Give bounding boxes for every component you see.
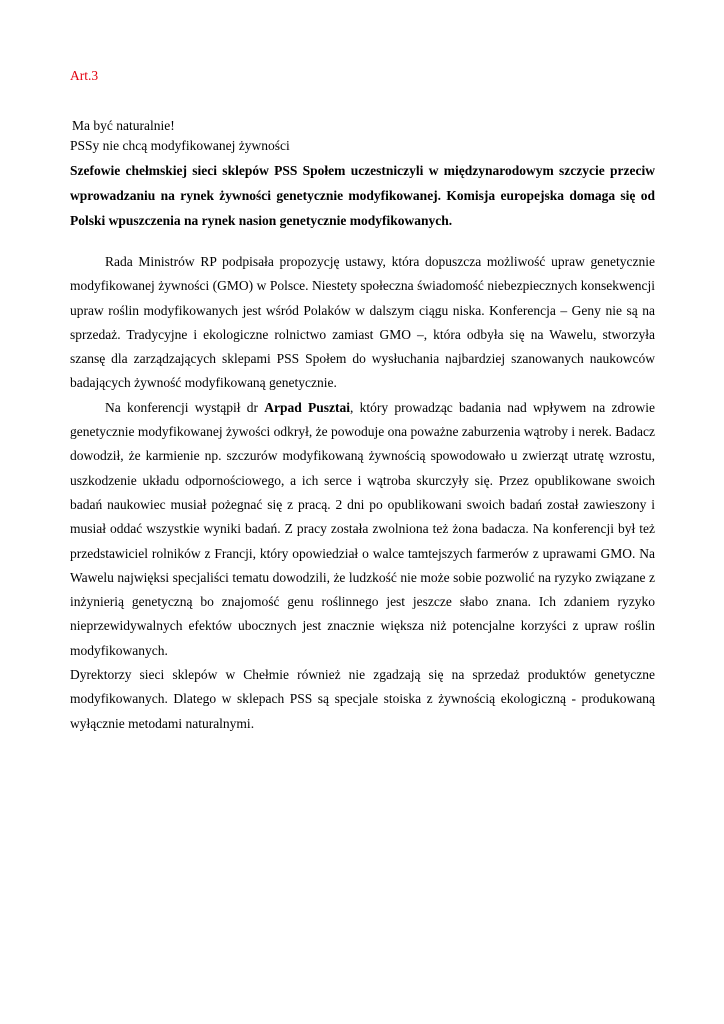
article-subtitle: PSSy nie chcą modyfikowanej żywności — [70, 138, 290, 153]
article-kicker: Ma być naturalnie! — [72, 118, 175, 133]
paragraph-1: Rada Ministrów RP podpisała propozycję ustawy, która dopuszcza możliwość upraw genetycznie modyfikowanej żywności (GMO) w Polsce. Niestety społeczna świadomość niebezpiecznych konsekwencji upraw roślin modyfikowanych jest wśród Polaków w dalszym ciągu niska. Konferencja – Geny nie są na sprzedaż. Tradycyjne i ekologiczne rolnictwo zamiast GMO –, która odbyła się na Wawelu, stworzyła szansę dla zarządzających sklepami PSS Społem do wysłuchania najbardziej szanowanych naukowców badających żywność modyfikowaną genetycznie. — [70, 254, 655, 391]
paragraph-2-intro: Na konferencji wystąpił dr — [105, 399, 265, 415]
article-body — [70, 250, 655, 736]
scientist-name: Arpad Pusztai — [264, 399, 350, 415]
paragraph-2-text: , który prowadząc badania nad wpływem na zdrowie genetycznie modyfikowanej żywości odkrył, że powoduje ona poważne zaburzenia wątroby i nerek. Badacz dowodził, że karmienie np. szczurów modyfikowaną żywnością spowodowało u zwierząt utratę wzrostu, uszkodzenie układu odpornościowego, a ich serce i wątroba skurczyły się. Przez opublikowane swoich badań naukowiec musiał pożegnać się z pracą. 2 dni po opublikowani swoich badań został zawieszony i musiał oddać wszystkie wyniki badań. Z pracy została zwolniona też żona badacza. Na konferencji był też przedstawiciel rolników z Francji, który opowiedział o walce tamtejszych farmerów z uprawami GMO. Na Wawelu najwięksi specjaliści tematu dowodzili, że ludzkość nie może sobie pozwolić na ryzyko związane z inżynierią genetyczną bo znajomość genu roślinnego jest jeszcze słabo znana. Ich zdaniem ryzyko nieprzewidywalnych efektów ubocznych jest znacznie większa niż potencjalne korzyści z upraw roślin modyfikowanych. — [70, 399, 655, 658]
paragraph-3: Dyrektorzy sieci sklepów w Chełmie również nie zgadzają się na sprzedaż produktów genetyczne modyfikowanych. Dlatego w sklepach PSS są specjale stoiska z żywnością ekologiczną - produkowaną wyłącznie metodami naturalnymi. — [70, 667, 655, 731]
article-lead: Szefowie chełmskiej sieci sklepów PSS Społem uczestniczyli w międzynarodowym szczycie przeciw wprowadzaniu na rynek żywności genetycznie modyfikowanej. Komisja europejska domaga się od Polski wpuszczenia na rynek nasion genetycznie modyfikowanych. — [70, 163, 655, 228]
article-number: Art.3 — [70, 68, 99, 83]
paragraph-2 — [70, 396, 655, 663]
